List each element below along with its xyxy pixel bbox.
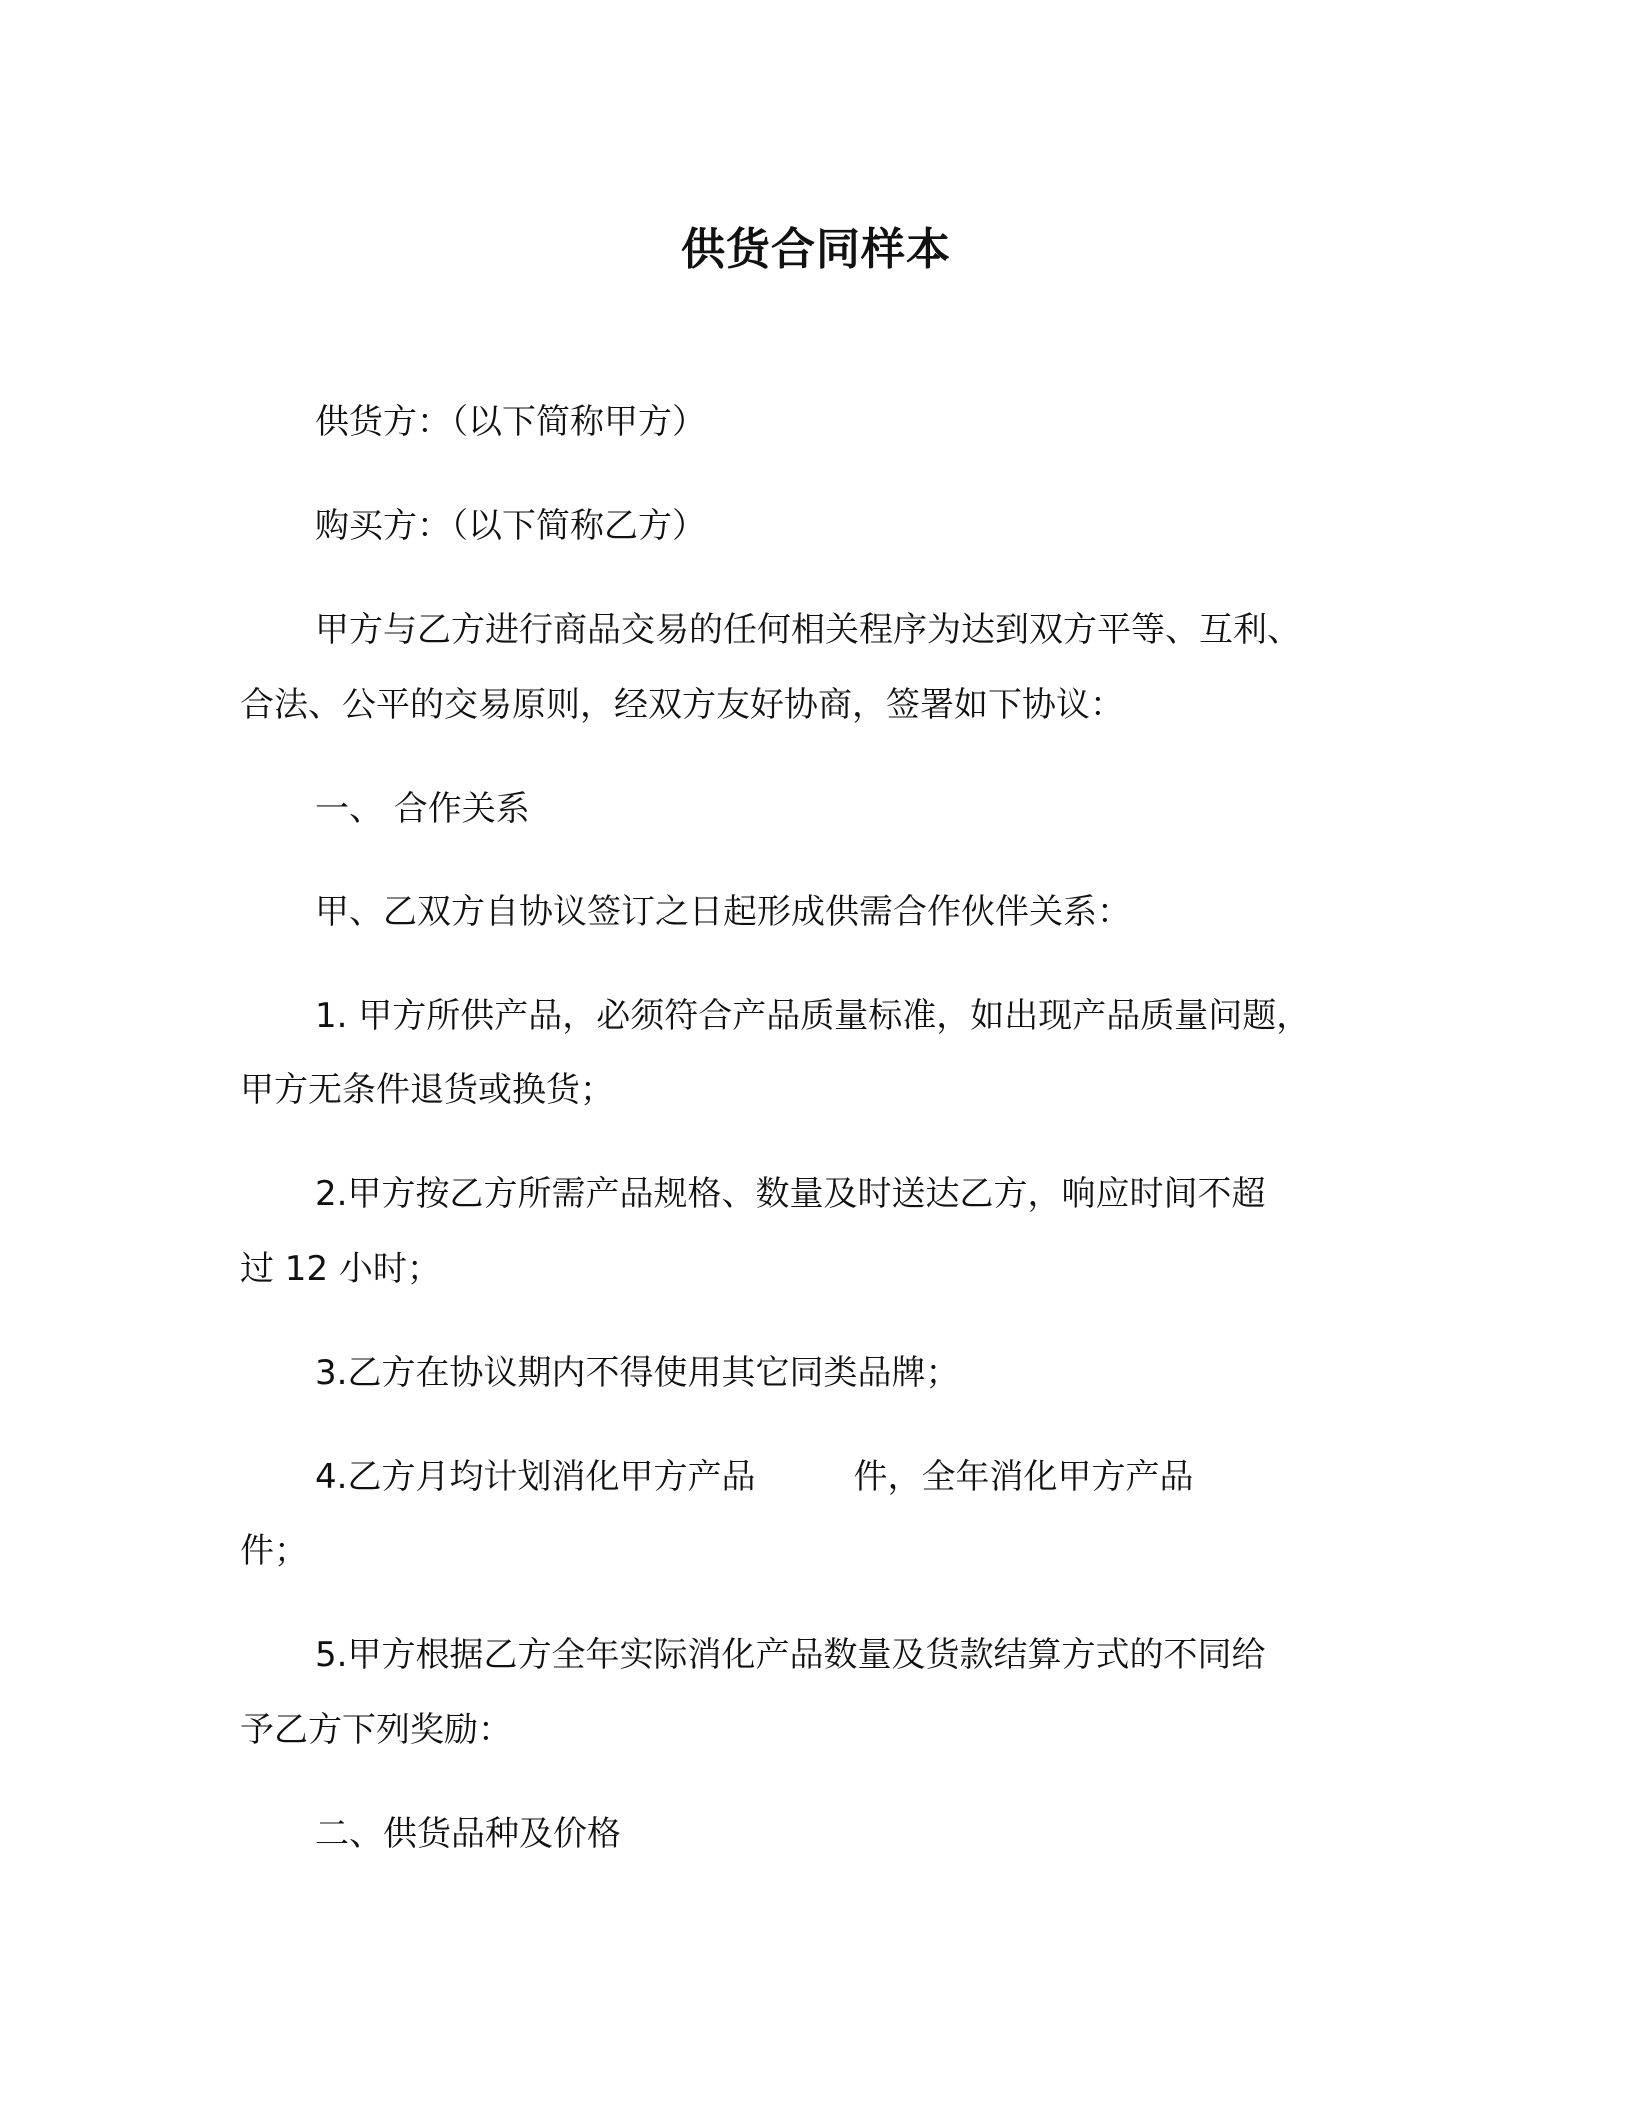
supplier-line: 供货方：（以下简称甲方） <box>315 402 706 442</box>
item-4-part-2: 件，全年消化甲方产品 <box>853 1457 1194 1497</box>
section-1-heading: 一、 合作关系 <box>315 789 530 829</box>
item-3-line: 3.乙方在协议期内不得使用其它同类品牌； <box>315 1353 960 1393</box>
section-1-lead: 甲、乙双方自协议签订之日起形成供需合作伙伴关系： <box>315 892 1131 932</box>
item-4-line-2: 件； <box>240 1531 308 1571</box>
item-5-line-1: 5.甲方根据乙方全年实际消化产品数量及货款结算方式的不同给 <box>315 1635 1266 1675</box>
item-2-line-1: 2.甲方按乙方所需产品规格、数量及时送达乙方，响应时间不超 <box>315 1174 1266 1214</box>
buyer-line: 购买方：（以下简称乙方） <box>315 506 706 546</box>
page-title: 供货合同样本 <box>681 224 951 275</box>
section-2-heading: 二、供货品种及价格 <box>315 1814 621 1854</box>
item-5-line-2: 予乙方下列奖励： <box>240 1710 512 1750</box>
item-4-line-1 <box>315 1453 1193 1501</box>
item-4-part-1: 4.乙方月均计划消化甲方产品 <box>315 1457 756 1497</box>
item-1-line-2: 甲方无条件退货或换货； <box>240 1070 614 1110</box>
intro-line-2: 合法、公平的交易原则，经双方友好协商，签署如下协议： <box>240 685 1124 725</box>
item-2-line-2: 过 12 小时； <box>240 1249 441 1289</box>
intro-line-1: 甲方与乙方进行商品交易的任何相关程序为达到双方平等、互利、 <box>315 610 1301 650</box>
item-1-line-1: 1. 甲方所供产品，必须符合产品质量标准，如出现产品质量问题， <box>315 996 1311 1036</box>
